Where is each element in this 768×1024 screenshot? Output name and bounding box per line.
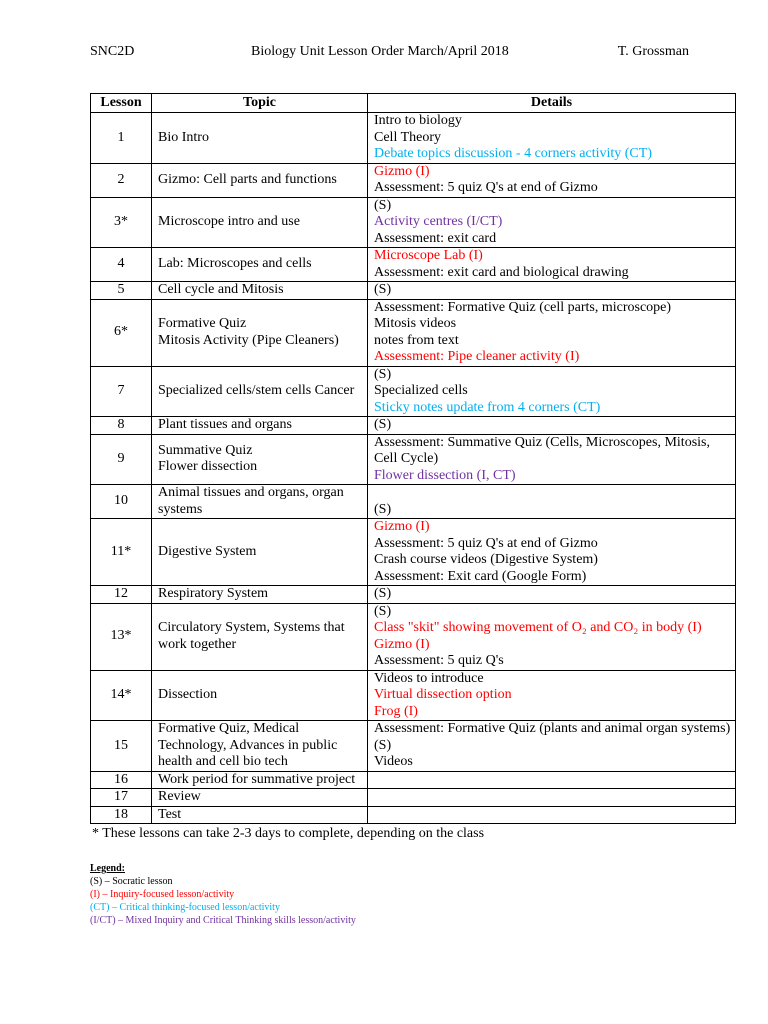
column-header-lesson: Lesson: [91, 94, 152, 113]
table-row: [91, 434, 736, 485]
lesson-number: 12: [91, 586, 152, 604]
lesson-number: 16: [91, 771, 152, 789]
lesson-topic: [152, 806, 368, 824]
lesson-number: 9: [91, 434, 152, 485]
detail-line: (S): [374, 586, 392, 601]
lesson-details: [368, 789, 736, 807]
detail-line: Sticky notes update from 4 corners (CT): [374, 399, 601, 415]
lesson-details: [368, 519, 736, 586]
document-header: [90, 44, 690, 64]
lesson-details: [368, 670, 736, 721]
legend-item: (I) – Inquiry-focused lesson/activity: [90, 889, 235, 900]
table-row: [91, 113, 736, 164]
detail-line: Microscope Lab (I): [374, 248, 483, 263]
detail-line: (S): [374, 603, 392, 619]
lesson-topic: [152, 485, 368, 519]
lesson-topic: [152, 299, 368, 366]
detail-line: Crash course videos (Digestive System): [374, 552, 598, 567]
lesson-topic: [152, 721, 368, 772]
footnote: * These lessons can take 2-3 days to complete, depending on the class: [92, 826, 485, 841]
detail-line: Debate topics discussion - 4 corners activity (CT): [374, 146, 652, 161]
detail-line: Gizmo (I): [374, 163, 430, 179]
lesson-topic: [152, 366, 368, 417]
lesson-details: [368, 163, 736, 197]
detail-line: Mitosis videos: [374, 316, 457, 331]
column-header-topic: Topic: [152, 94, 368, 113]
detail-line: Assessment: Summative Quiz (Cells, Microscopes, Mitosis, Cell Cycle): [374, 434, 710, 466]
table-row: [91, 789, 736, 807]
table-row: [91, 603, 736, 670]
teacher-name: T. Grossman: [617, 44, 689, 59]
document-title: Biology Unit Lesson Order March/April 2018: [251, 44, 509, 59]
lesson-details: [368, 248, 736, 282]
detail-line: Assessment: 5 quiz Q's at end of Gizmo: [374, 535, 598, 551]
lesson-number: 18: [91, 806, 152, 824]
lesson-details: [368, 721, 736, 772]
lesson-number: 1: [91, 113, 152, 164]
topic-line: Cell cycle and Mitosis: [158, 282, 284, 297]
detail-line: (S): [374, 366, 392, 382]
topic-line: Microscope intro and use: [158, 214, 300, 229]
topic-line: Bio Intro: [158, 129, 209, 145]
table-row: [91, 299, 736, 366]
lesson-details: [368, 197, 736, 248]
detail-line: Gizmo (I): [374, 519, 430, 534]
lesson-number: 13*: [91, 603, 152, 670]
topic-line: Summative Quiz: [158, 442, 253, 458]
lesson-number: 15: [91, 721, 152, 772]
table-row: [91, 366, 736, 417]
detail-line: Virtual dissection option: [374, 687, 512, 702]
detail-line: Class "skit" showing movement of O₂ and CO₂ in body (I): [374, 620, 702, 635]
detail-line: Assessment: exit card: [374, 230, 497, 246]
lesson-number: 5: [91, 282, 152, 300]
detail-line: (S): [374, 737, 392, 753]
detail-line: Assessment: Pipe cleaner activity (I): [374, 349, 580, 364]
lesson-number: 14*: [91, 670, 152, 721]
table-row: [91, 586, 736, 604]
topic-line: Formative Quiz, Medical Technology, Advances in public health and cell bio tech: [158, 721, 338, 769]
detail-line: Assessment: Formative Quiz (plants and animal organ systems): [374, 721, 731, 736]
topic-line: Plant tissues and organs: [158, 417, 292, 432]
lesson-number: 8: [91, 417, 152, 435]
lesson-number: 10: [91, 485, 152, 519]
lesson-topic: [152, 197, 368, 248]
lesson-topic: [152, 282, 368, 300]
detail-line: Gizmo (I): [374, 636, 430, 652]
detail-line: Assessment: exit card and biological drawing: [374, 264, 629, 280]
detail-line: (S): [374, 197, 392, 213]
table-row: [91, 197, 736, 248]
topic-line: Lab: Microscopes and cells: [158, 256, 312, 272]
legend-items: [90, 875, 356, 927]
lesson-topic: [152, 417, 368, 435]
table-row: [91, 248, 736, 282]
topic-line: Review: [158, 789, 201, 804]
detail-line: Assessment: 5 quiz Q's at end of Gizmo: [374, 180, 598, 195]
detail-line: Videos to introduce: [374, 670, 484, 686]
lesson-details: [368, 417, 736, 435]
lesson-topic: [152, 586, 368, 604]
detail-line: Intro to biology: [374, 113, 462, 128]
table-row: [91, 417, 736, 435]
legend-item: (S) – Socratic lesson: [90, 876, 173, 887]
detail-line: (S): [374, 282, 392, 297]
lesson-number: 17: [91, 789, 152, 807]
topic-line: Work period for summative project: [158, 771, 356, 787]
legend-item: (CT) – Critical thinking-focused lesson/activity: [90, 902, 280, 913]
table-row: [91, 721, 736, 772]
topic-line: Respiratory System: [158, 586, 269, 601]
table-row: [91, 282, 736, 300]
course-code: SNC2D: [90, 44, 135, 59]
detail-line: Videos: [374, 754, 413, 769]
table-row: [91, 519, 736, 586]
lesson-number: 2: [91, 163, 152, 197]
detail-line: Flower dissection (I, CT): [374, 467, 516, 483]
lesson-details: [368, 299, 736, 366]
table-row: [91, 163, 736, 197]
lesson-details: [368, 113, 736, 164]
lesson-topic: [152, 163, 368, 197]
lesson-details: [368, 806, 736, 824]
lesson-topic: [152, 771, 368, 789]
detail-line: (S): [374, 417, 392, 432]
topic-line: Flower dissection: [158, 459, 258, 475]
table-header-row: [91, 94, 736, 113]
lesson-topic: [152, 113, 368, 164]
table-row: [91, 771, 736, 789]
legend: [90, 862, 356, 927]
lesson-number: 4: [91, 248, 152, 282]
lesson-number: 7: [91, 366, 152, 417]
topic-line: Test: [158, 806, 182, 822]
lesson-order-table: [90, 93, 736, 824]
lesson-details: [368, 603, 736, 670]
lesson-topic: [152, 670, 368, 721]
topic-line: Digestive System: [158, 543, 257, 559]
detail-line: Cell Theory: [374, 129, 442, 145]
lesson-topic: [152, 519, 368, 586]
lesson-details: [368, 366, 736, 417]
topic-line: Animal tissues and organs, organ systems: [158, 485, 344, 517]
detail-line: Specialized cells: [374, 383, 468, 398]
lesson-number: 6*: [91, 299, 152, 366]
lesson-topic: [152, 789, 368, 807]
legend-title: Legend:: [90, 863, 125, 874]
detail-line: (S): [374, 501, 392, 517]
lesson-details: [368, 282, 736, 300]
table-row: [91, 485, 736, 519]
topic-line: Specialized cells/stem cells Cancer: [158, 383, 355, 398]
legend-item: (I/CT) – Mixed Inquiry and Critical Thinking skills lesson/activity: [90, 915, 356, 926]
table-body: [91, 113, 736, 824]
detail-line: Activity centres (I/CT): [374, 214, 503, 229]
table-row: [91, 670, 736, 721]
topic-line: Mitosis Activity (Pipe Cleaners): [158, 332, 339, 348]
lesson-topic: [152, 434, 368, 485]
topic-line: Formative Quiz: [158, 316, 247, 331]
detail-line: Frog (I): [374, 703, 418, 719]
table-row: [91, 806, 736, 824]
lesson-number: 3*: [91, 197, 152, 248]
lesson-topic: [152, 248, 368, 282]
lesson-details: [368, 434, 736, 485]
column-header-details: Details: [368, 94, 736, 113]
lesson-number: 11*: [91, 519, 152, 586]
topic-line: Circulatory System, Systems that work together: [158, 620, 345, 652]
lesson-topic: [152, 603, 368, 670]
detail-line: Assessment: 5 quiz Q's: [374, 653, 504, 668]
lesson-details: [368, 771, 736, 789]
detail-line: Assessment: Exit card (Google Form): [374, 568, 587, 584]
topic-line: Dissection: [158, 687, 218, 702]
lesson-details: [368, 485, 736, 519]
detail-line: notes from text: [374, 332, 459, 348]
topic-line: Gizmo: Cell parts and functions: [158, 171, 337, 187]
lesson-details: [368, 586, 736, 604]
detail-line: Assessment: Formative Quiz (cell parts, microscope): [374, 299, 672, 315]
